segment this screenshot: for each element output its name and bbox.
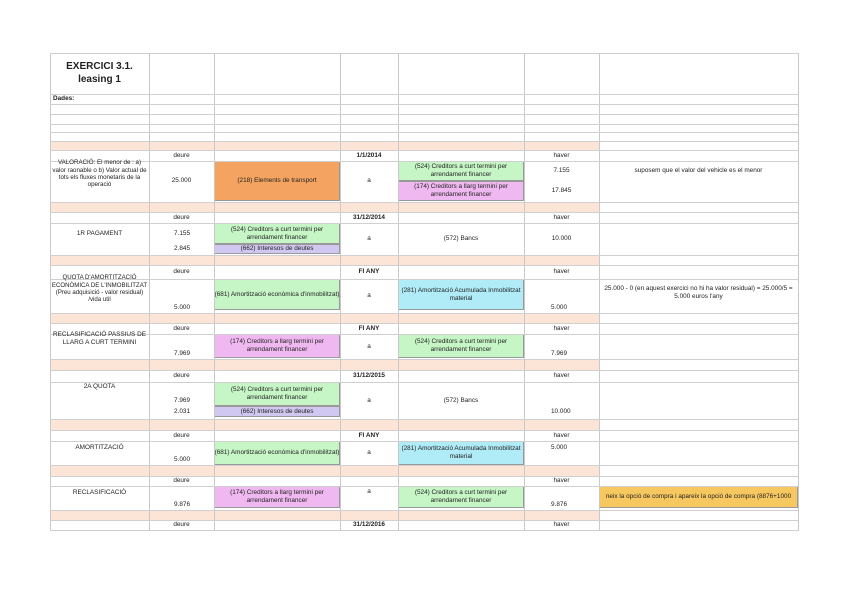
haver-header: haver: [553, 324, 570, 332]
grid-line: [50, 132, 798, 133]
valoracio-label: VALORACIÓ: El menor de : a) valor raonable o b) Valor actual de tots els fluxes monetaris de la operació: [52, 159, 147, 189]
debit-account: (174) Creditors a llarg termini per arrendament financer: [230, 489, 324, 504]
debit-amount-1: 7.155: [174, 229, 190, 237]
a-connector: a: [367, 449, 371, 457]
date-header: 1/1/2014: [356, 151, 382, 159]
credit-account: (572) Bancs: [443, 235, 479, 243]
band-row: [50, 510, 599, 520]
credit-account: (524) Creditors a curt termini per arrendament financer: [414, 338, 508, 353]
band-row: [50, 359, 599, 370]
grid-line: [50, 104, 798, 105]
debit-amount: 5.000: [174, 304, 190, 312]
haver-header: haver: [553, 213, 570, 221]
debit-amount: 7.969: [174, 350, 190, 358]
a-connector: a: [367, 177, 371, 185]
debit-amount: 25.000: [171, 177, 192, 185]
grid-line: [50, 530, 798, 531]
deure-header: deure: [173, 324, 190, 332]
note: 25.000 - 0 (en aquest exercici no hi ha valor residual) = 25.000/5 = 5.000 euros l'any: [604, 285, 793, 300]
haver-header: haver: [553, 431, 570, 439]
grid-line: [50, 255, 798, 256]
grid-line: [50, 94, 798, 95]
a-connector: a: [367, 235, 371, 243]
debit-account: (174) Creditors a llarg termini per arrendament financer: [230, 338, 324, 353]
credit-amount: 5.000: [551, 304, 567, 312]
pagament1-label: 1R PAGAMENT: [76, 229, 123, 237]
date-header: 31/12/2016: [353, 521, 385, 529]
credit-account: (524) Creditors a curt termini per arrendament financer: [414, 489, 508, 504]
grid-line: [50, 313, 798, 314]
haver-header: haver: [553, 372, 570, 380]
date-header: 31/12/2014: [353, 213, 385, 221]
debit-amount-2: 2.031: [174, 408, 190, 416]
grid-line: [50, 465, 798, 466]
credit-amount-2: 17.845: [551, 187, 572, 195]
note: suposem que el valor del vehicle es el menor: [634, 167, 763, 175]
haver-header: haver: [553, 268, 570, 276]
credit-account: (281) Amortització Acumulada Inmobilitzat material: [401, 445, 521, 460]
grid-line: [50, 124, 798, 125]
amort-label: AMORTITZACIÓ: [75, 444, 124, 452]
a-connector: a: [367, 396, 371, 404]
debit-account-2: (662) Interesos de deutes: [240, 245, 314, 253]
debit-amount: 5.000: [174, 456, 190, 464]
haver-header: haver: [553, 151, 570, 159]
band-row: [50, 255, 599, 265]
debit-account-2: (662) Interesos de deutes: [240, 407, 314, 415]
a-connector: a: [367, 342, 371, 350]
grid-line: [50, 419, 798, 420]
dades-label: Dades:: [53, 95, 75, 103]
grid-line: [50, 114, 798, 115]
quota-label: QUOTA D'AMORTITZACIÓ ECONÒMICA DE L'INMOBILITZAT (Preu adquisició - valor residual) /vida util: [51, 274, 148, 304]
haver-header: haver: [553, 477, 570, 485]
deure-header: deure: [173, 268, 190, 276]
a-connector: a: [367, 488, 371, 496]
date-header: FI ANY: [358, 324, 380, 332]
deure-header: deure: [173, 213, 190, 221]
credit-amount-1: 7.155: [553, 167, 570, 175]
band-row: [50, 419, 599, 430]
grid-line: [50, 359, 798, 360]
credit-amount: 10.000: [551, 235, 572, 243]
date-header: FI ANY: [358, 268, 380, 276]
reclas2-label: RECLASIFICACIÓ: [72, 489, 127, 497]
debit-account: (681) Amortització econòmica d'inmobilitzat): [214, 449, 340, 457]
deure-header: deure: [173, 431, 190, 439]
credit-account-2: (174) Creditors a llarg termini per arrendament financer: [414, 183, 508, 198]
band-row: [50, 202, 599, 212]
credit-account-1: (524) Creditors a curt termini per arrendament financer: [414, 163, 508, 178]
debit-account: (218) Elements de transport: [237, 177, 317, 185]
deure-header: deure: [173, 151, 190, 159]
grid-line: [50, 141, 798, 142]
title-line-1: EXERCICI 3.1.: [66, 60, 133, 72]
credit-amount: 9.876: [551, 501, 567, 509]
debit-account-1: (524) Creditors a curt termini per arrendament financer: [230, 386, 324, 401]
date-header: 31/12/2015: [353, 372, 385, 380]
credit-amount: 7.969: [551, 350, 567, 358]
band-row: [50, 141, 599, 150]
grid-line: [50, 510, 798, 511]
grid-line: [798, 53, 799, 531]
date-header: FI ANY: [358, 431, 380, 439]
debit-amount: 9.876: [174, 501, 190, 509]
credit-amount: 10.000: [551, 408, 571, 416]
credit-amount: 5.000: [551, 444, 567, 452]
debit-account-1: (524) Creditors a curt termini per arrendament financer: [230, 225, 324, 241]
reclas1-label: RECLASIFICACIÓ PASSIUS DE LLARG A CURT TERMINI: [53, 331, 146, 346]
title-line-2: leasing 1: [78, 73, 121, 85]
debit-account: (681) Amortització econòmica d'inmobilitzat): [214, 290, 340, 298]
band-row: [50, 313, 599, 323]
credit-account: (572) Bancs: [443, 396, 479, 404]
deure-header: deure: [173, 477, 190, 485]
band-row: [50, 465, 599, 476]
credit-account: (281) Amortització Acumulada Inmobilitzat material: [401, 286, 521, 302]
debit-amount-1: 7.969: [174, 397, 190, 405]
note: neix la opció de compra i apareix la opció de compra (8876+1000: [605, 493, 792, 501]
grid-line: [50, 53, 798, 54]
haver-header: haver: [553, 521, 570, 529]
deure-header: deure: [173, 372, 190, 380]
grid-line: [50, 202, 798, 203]
quota2-label: 2A QUOTA: [83, 383, 116, 391]
debit-amount-2: 2.845: [174, 245, 190, 253]
deure-header: deure: [173, 521, 190, 529]
a-connector: a: [367, 292, 371, 300]
